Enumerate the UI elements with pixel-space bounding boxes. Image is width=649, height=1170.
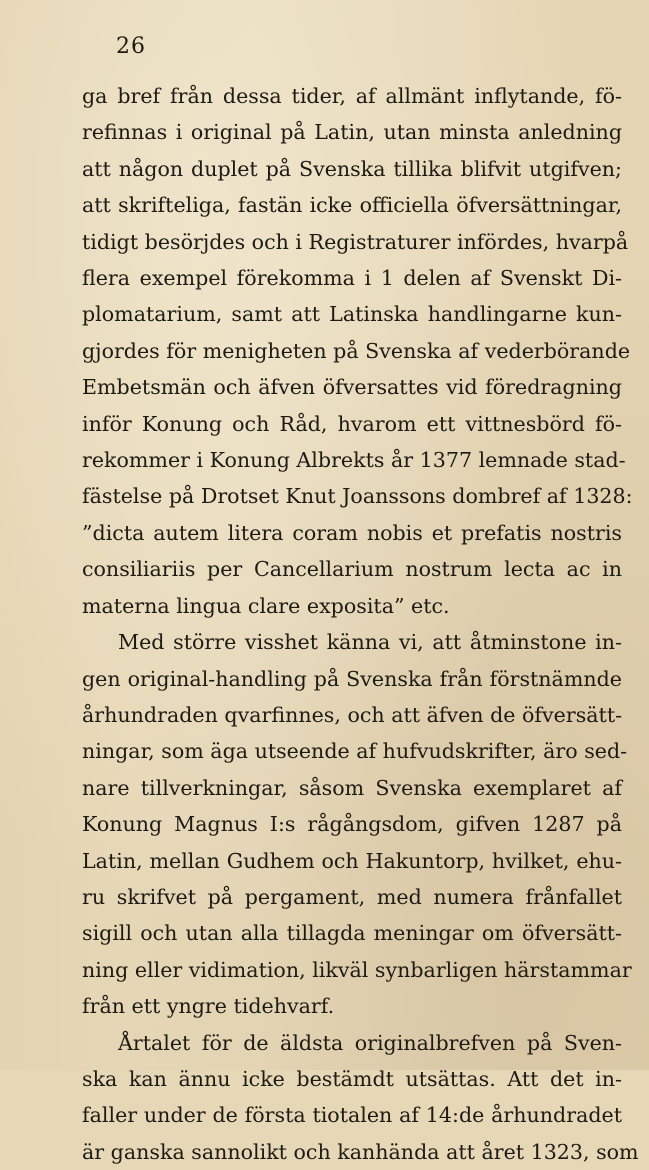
text-line: refinnas i original på Latin, utan minsta anledning xyxy=(82,120,622,145)
text-line: gen original-handling på Svenska från förstnämnde xyxy=(82,666,622,691)
text-line: att skrifteliga, fastän icke officiella öfversättningar, xyxy=(82,193,622,218)
text-line: consiliariis per Cancellarium nostrum lecta ac in xyxy=(82,557,622,582)
text-line: gjordes för menigheten på Svenska af vederbörande xyxy=(82,338,631,363)
text-line: fästelse på Drotset Knut Joanssons dombref af 1328: xyxy=(82,484,633,509)
text-line: från ett yngre tidehvarf. xyxy=(82,994,335,1019)
text-line: ”dicta autem litera coram nobis et prefatis nostris xyxy=(82,520,622,545)
text-line: materna lingua clare exposita” etc. xyxy=(82,593,450,618)
text-line: Med större visshet känna vi, att åtminstone in- xyxy=(118,630,622,655)
text-line: faller under de första tiotalen af 14:de århundradet xyxy=(82,1103,622,1128)
text-line: ning eller vidimation, likväl synbarligen härstammar xyxy=(82,957,632,982)
text-line: flera exempel förekomma i 1 delen af Svenskt Di- xyxy=(82,266,622,291)
text-line: rekommer i Konung Albrekts år 1377 lemnade stad- xyxy=(82,448,626,473)
text-line: inför Konung och Råd, hvarom ett vittnesbörd fö- xyxy=(82,411,622,436)
text-line: sigill och utan alla tillagda meningar om öfversätt- xyxy=(82,921,622,946)
text-line: tidigt besörjdes och i Registraturer infördes, hvarpå xyxy=(82,229,629,254)
text-line: Latin, mellan Gudhem och Hakuntorp, hvilket, ehu- xyxy=(82,848,622,873)
text-line: är ganska sannolikt och kanhända att året 1323, som xyxy=(82,1139,639,1164)
text-line: Årtalet för de äldsta originalbrefven på Sven- xyxy=(118,1030,622,1055)
text-line: ru skrifvet på pergament, med numera frånfallet xyxy=(82,884,622,909)
text-line: ningar, som äga utseende af hufvudskrifter, äro sed- xyxy=(82,739,628,764)
text-line: nare tillverkningar, såsom Svenska exemplaret af xyxy=(82,775,622,800)
text-line: att någon duplet på Svenska tillika blifvit utgifven; xyxy=(82,156,622,181)
text-line: Konung Magnus I:s rågångsdom, gifven 1287 på xyxy=(82,812,622,837)
text-line: århundraden qvarfinnes, och att äfven de öfversätt- xyxy=(82,702,623,727)
body-text xyxy=(82,78,639,1170)
text-line: Embetsmän och äfven öfversattes vid föredragning xyxy=(82,375,622,400)
text-line: ska kan ännu icke bestämdt utsättas. Att det in- xyxy=(82,1066,622,1091)
page-number: 26 xyxy=(116,34,146,59)
text-line: ga bref från dessa tider, af allmänt inflytande, fö- xyxy=(82,84,622,108)
text-line: plomatarium, samt att Latinska handlingarne kun- xyxy=(82,302,622,327)
